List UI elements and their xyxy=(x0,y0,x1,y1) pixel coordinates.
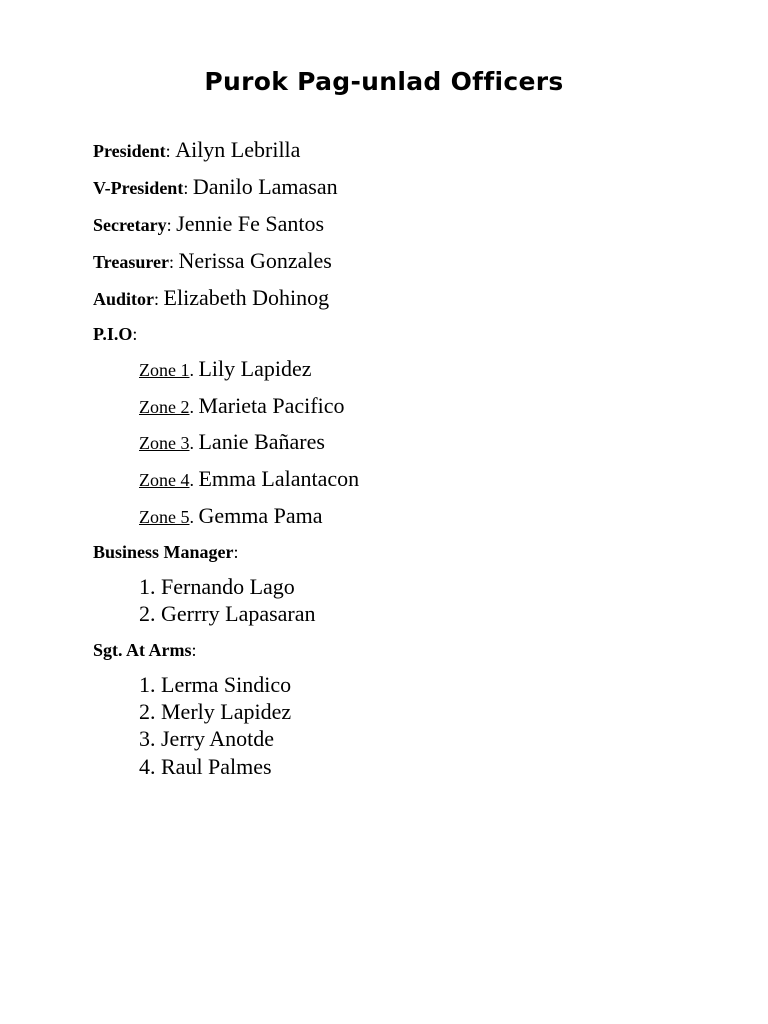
officer-auditor xyxy=(93,286,329,313)
zone-label: Zone 4 xyxy=(139,470,190,490)
list-item: 3. Jerry Anotde xyxy=(139,726,275,751)
officer-name: Danilo Lamasan xyxy=(192,174,338,199)
pio-heading xyxy=(93,322,137,348)
zone-officer-name: Emma Lalantacon xyxy=(198,466,360,491)
list-item: 1. Lerma Sindico xyxy=(139,672,292,697)
officer-role-label: Secretary xyxy=(93,215,167,235)
zone-label: Zone 5 xyxy=(139,507,190,527)
colon: : xyxy=(191,640,197,660)
pio-zone-4 xyxy=(139,467,359,494)
officer-vice-president xyxy=(93,175,338,202)
zone-officer-name: Marieta Pacifico xyxy=(198,393,345,418)
colon: : xyxy=(154,289,164,309)
pio-zone-1 xyxy=(139,357,312,384)
pio-zone-3 xyxy=(139,430,325,457)
officer-treasurer xyxy=(93,249,332,276)
officer-secretary xyxy=(93,212,324,239)
pio-label: P.I.O xyxy=(93,324,133,344)
colon: : xyxy=(183,178,193,198)
zone-officer-name: Lily Lapidez xyxy=(198,356,312,381)
officer-name: Jennie Fe Santos xyxy=(176,211,325,236)
officer-name: Nerissa Gonzales xyxy=(178,248,332,273)
business-manager-label: Business Manager xyxy=(93,542,234,562)
colon: : xyxy=(233,542,239,562)
list-item: 4. Raul Palmes xyxy=(139,754,272,779)
zone-label: Zone 2 xyxy=(139,397,190,417)
period: . xyxy=(189,397,199,417)
sgt-at-arms-heading xyxy=(93,638,197,664)
page-title: Purok Pag-unlad Officers xyxy=(204,67,564,96)
period: . xyxy=(189,360,199,380)
sgt-at-arms-label: Sgt. At Arms xyxy=(93,640,192,660)
zone-label: Zone 1 xyxy=(139,360,190,380)
period: . xyxy=(189,433,199,453)
zone-label: Zone 3 xyxy=(139,433,190,453)
colon: : xyxy=(132,324,138,344)
officer-role-label: President xyxy=(93,141,166,161)
officer-role-label: Auditor xyxy=(93,289,155,309)
period: . xyxy=(189,470,199,490)
officer-role-label: Treasurer xyxy=(93,252,169,272)
pio-zone-2 xyxy=(139,394,344,421)
pio-zone-5 xyxy=(139,504,323,531)
officer-name: Ailyn Lebrilla xyxy=(175,137,301,162)
colon: : xyxy=(165,141,176,161)
period: . xyxy=(189,507,199,527)
colon: : xyxy=(166,215,177,235)
zone-officer-name: Gemma Pama xyxy=(198,503,323,528)
officer-president xyxy=(93,138,300,165)
list-item: 2. Merly Lapidez xyxy=(139,699,292,724)
zone-officer-name: Lanie Bañares xyxy=(198,429,325,454)
officer-role-label: V-President xyxy=(93,178,184,198)
list-item: 1. Fernando Lago xyxy=(139,574,295,599)
business-manager-heading xyxy=(93,540,239,566)
colon: : xyxy=(168,252,179,272)
officer-name: Elizabeth Dohinog xyxy=(163,285,330,310)
list-item: 2. Gerrry Lapasaran xyxy=(139,601,316,626)
